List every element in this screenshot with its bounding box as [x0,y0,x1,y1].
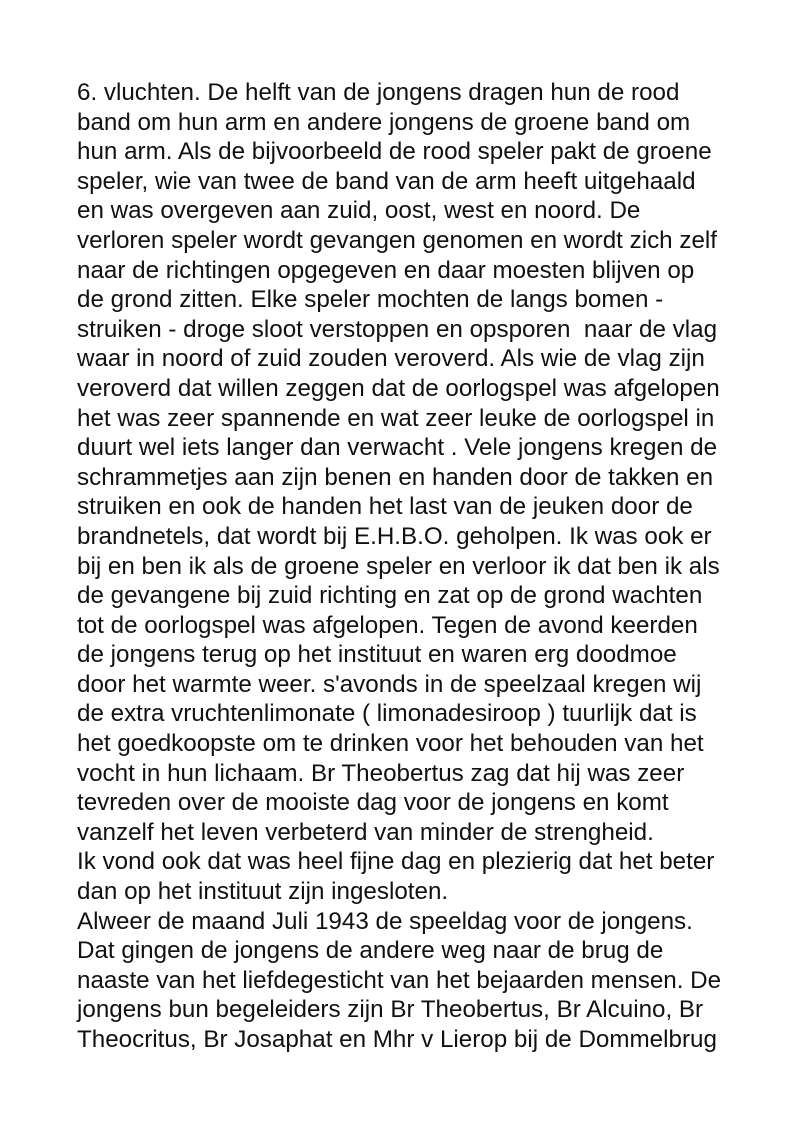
text-line-21: door het warmte weer. s'avonds in de speelzaal kregen wij [77,670,702,698]
text-line-13: duurt wel iets langer dan verwacht . Vele jongens kregen de [77,434,718,462]
text-line-30: Dat gingen de jongens de andere weg naar de brug de [77,937,664,965]
text-line-5: en was overgeven aan zuid, oost, west en noord. De [77,197,641,225]
text-line-4: speler, wie van twee de band van de arm heeft uitgehaald [77,167,696,195]
text-line-16: brandnetels, dat wordt bij E.H.B.O. geholpen. Ik was ook er [77,522,712,550]
text-line-28: dan op het instituut zijn ingesloten. [77,878,449,906]
document-page [77,78,777,1055]
text-line-10: waar in noord of zuid zouden veroverd. Als wie de vlag zijn [77,345,705,373]
text-line-19: tot de oorlogspel was afgelopen. Tegen de avond keerden [77,611,698,639]
text-line-1: 6. vluchten. De helft van de jongens dragen hun de rood [77,79,680,106]
text-line-33: Theocritus, Br Josaphat en Mhr v Lierop bij de Dommelbrug [77,1026,717,1053]
text-line-14: schrammetjes aan zijn benen en handen door de takken en [77,463,714,491]
text-line-22: de extra vruchtenlimonate ( limonadesiroop ) tuurlijk dat is [77,700,697,728]
text-line-31: naaste van het liefdegesticht van het bejaarden mensen. De [77,966,722,994]
text-line-12: het was zeer spannende en wat zeer leuke de oorlogspel in [77,404,715,432]
text-line-7: naar de richtingen opgegeven en daar moesten blijven op [77,256,695,284]
text-line-11: veroverd dat willen zeggen dat de oorlogspel was afgelopen [77,374,720,402]
text-line-9: struiken - droge sloot verstoppen en opsporen naar de vlag [77,315,718,343]
text-line-27: Ik vond ook dat was heel fijne dag en plezierig dat het beter [77,848,715,876]
text-line-18: de gevangene bij zuid richting en zat op de grond wachten [77,582,703,610]
text-line-2: band om hun arm en andere jongens de groene band om [77,108,691,136]
text-line-29: Alweer de maand Juli 1943 de speeldag voor de jongens. [77,907,693,935]
text-line-15: struiken en ook de handen het last van de jeuken door de [77,493,693,521]
text-line-20: de jongens terug op het instituut en waren erg doodmoe [77,641,677,669]
text-line-32: jongens bun begeleiders zijn Br Theobertus, Br Alcuino, Br [77,996,704,1024]
text-line-8: de grond zitten. Elke speler mochten de langs bomen - [77,286,664,314]
text-line-6: verloren speler wordt gevangen genomen en wordt zich zelf [77,226,717,254]
text-line-23: het goedkoopste om te drinken voor het behouden van het [77,730,704,758]
text-line-3: hun arm. Als de bijvoorbeeld de rood speler pakt de groene [77,138,712,166]
text-line-17: bij en ben ik als de groene speler en verloor ik dat ben ik als [77,552,720,580]
text-line-25: tevreden over de mooiste dag voor de jongens en komt [77,789,669,817]
text-line-26: vanzelf het leven verbeterd van minder de strengheid. [77,818,654,846]
text-line-24: vocht in hun lichaam. Br Theobertus zag dat hij was zeer [77,759,685,787]
